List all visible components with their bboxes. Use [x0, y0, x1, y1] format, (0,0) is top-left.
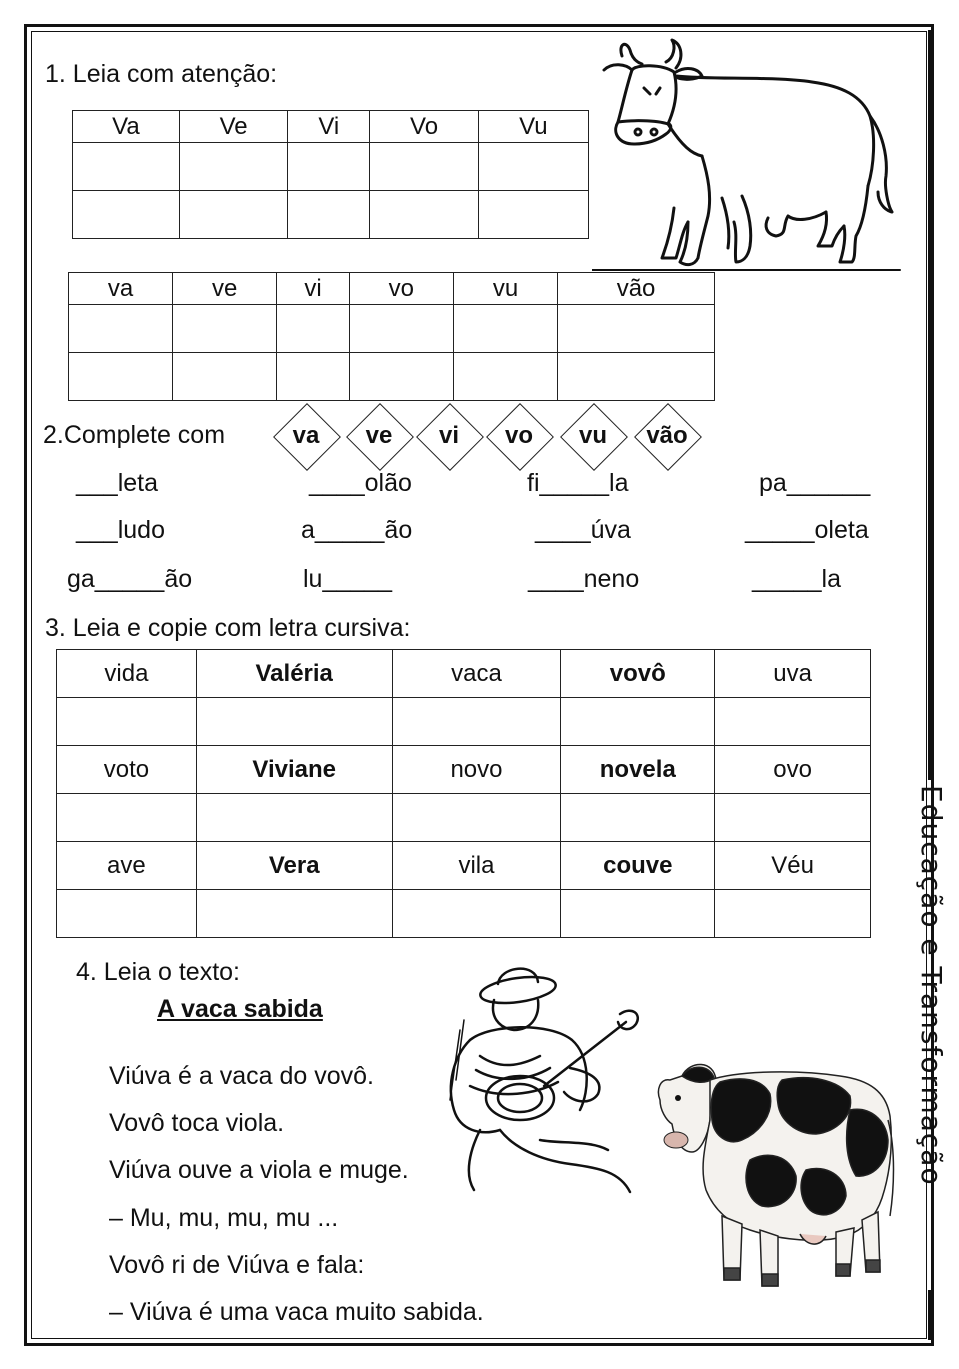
writing-cell[interactable] — [558, 305, 715, 353]
holstein-cow-photo — [650, 1040, 900, 1295]
word-cell: vida — [57, 650, 197, 698]
fill-blank-word[interactable]: fi_____la — [527, 469, 629, 497]
word-cell: Valéria — [196, 650, 392, 698]
writing-cell[interactable] — [57, 794, 197, 842]
writing-cell[interactable] — [196, 794, 392, 842]
writing-cell[interactable] — [715, 794, 871, 842]
writing-cell[interactable] — [453, 353, 557, 401]
writing-cell[interactable] — [73, 191, 180, 239]
story-line: Viúva ouve a viola e muge. — [109, 1156, 409, 1184]
table-cell: vu — [453, 273, 557, 305]
writing-cell[interactable] — [349, 305, 453, 353]
table-cell: vão — [558, 273, 715, 305]
story-line: – Viúva é uma vaca muito sabida. — [109, 1298, 484, 1326]
writing-cell[interactable] — [173, 353, 277, 401]
word-cell: vaca — [392, 650, 561, 698]
fill-blank-word[interactable]: _____la — [752, 565, 841, 593]
fill-blank-word[interactable]: ga_____ão — [67, 565, 193, 593]
writing-cell[interactable] — [392, 794, 561, 842]
word-cell: ave — [57, 842, 197, 890]
fill-blank-word[interactable]: _____oleta — [745, 516, 869, 544]
writing-cell[interactable] — [196, 698, 392, 746]
writing-cell[interactable] — [478, 191, 588, 239]
story-line: Vovô ri de Viúva e fala: — [109, 1251, 365, 1279]
fill-blank-word[interactable]: ____úva — [535, 516, 631, 544]
story-line: Viúva é a vaca do vovô. — [109, 1062, 374, 1090]
banjo-player-drawing — [440, 960, 650, 1200]
word-cell: vila — [392, 842, 561, 890]
word-cell: vovô — [561, 650, 715, 698]
writing-cell[interactable] — [478, 143, 588, 191]
lower-syllable-table — [68, 272, 715, 401]
syllable-diamond: vi — [417, 404, 481, 468]
writing-cell[interactable] — [69, 305, 173, 353]
writing-cell[interactable] — [561, 794, 715, 842]
question-2-title: 2.Complete com — [43, 421, 226, 449]
fill-blank-word[interactable]: pa______ — [759, 469, 871, 497]
writing-cell[interactable] — [73, 143, 180, 191]
writing-cell[interactable] — [370, 143, 479, 191]
story-line: – Mu, mu, mu, mu ... — [109, 1204, 339, 1232]
writing-cell[interactable] — [277, 305, 349, 353]
word-cell: voto — [57, 746, 197, 794]
table-cell: Ve — [179, 111, 288, 143]
writing-cell[interactable] — [288, 191, 370, 239]
question-3-title: 3. Leia e copie com letra cursiva: — [45, 614, 411, 642]
writing-cell[interactable] — [392, 890, 561, 938]
side-watermark-text: Educação e Transformação — [915, 785, 948, 1186]
writing-cell[interactable] — [57, 890, 197, 938]
word-cell: Viviane — [196, 746, 392, 794]
writing-cell[interactable] — [715, 698, 871, 746]
word-cell: Vera — [196, 842, 392, 890]
writing-cell[interactable] — [561, 698, 715, 746]
question-4-title: 4. Leia o texto: — [76, 958, 241, 986]
writing-cell[interactable] — [349, 353, 453, 401]
word-cell: couve — [561, 842, 715, 890]
writing-cell[interactable] — [561, 890, 715, 938]
fill-blank-word[interactable]: ___ludo — [76, 516, 165, 544]
writing-cell[interactable] — [288, 143, 370, 191]
writing-cell[interactable] — [69, 353, 173, 401]
story-title: A vaca sabida — [157, 995, 323, 1023]
syllable-diamond: ve — [347, 404, 411, 468]
table-cell: vi — [277, 273, 349, 305]
writing-cell[interactable] — [558, 353, 715, 401]
writing-cell[interactable] — [196, 890, 392, 938]
word-cell: Véu — [715, 842, 871, 890]
word-cell: novo — [392, 746, 561, 794]
side-border-line — [928, 1290, 931, 1340]
writing-cell[interactable] — [392, 698, 561, 746]
writing-cell[interactable] — [179, 143, 288, 191]
fill-blank-word[interactable]: a_____ão — [301, 516, 413, 544]
side-border-line — [928, 30, 931, 780]
table-cell: Vi — [288, 111, 370, 143]
table-cell: vo — [349, 273, 453, 305]
syllable-diamond: va — [274, 404, 338, 468]
fill-blank-word[interactable]: ____neno — [528, 565, 640, 593]
writing-cell[interactable] — [453, 305, 557, 353]
writing-cell[interactable] — [179, 191, 288, 239]
cow-outline-drawing — [592, 36, 902, 276]
table-cell: Vu — [478, 111, 588, 143]
question-1-title: 1. Leia com atenção: — [45, 60, 278, 88]
table-cell: va — [69, 273, 173, 305]
word-cell: novela — [561, 746, 715, 794]
writing-cell[interactable] — [173, 305, 277, 353]
writing-cell[interactable] — [370, 191, 479, 239]
word-cell: ovo — [715, 746, 871, 794]
writing-cell[interactable] — [277, 353, 349, 401]
syllable-diamond: vo — [487, 404, 551, 468]
word-cell: uva — [715, 650, 871, 698]
table-cell: Vo — [370, 111, 479, 143]
writing-cell[interactable] — [57, 698, 197, 746]
fill-blank-word[interactable]: lu_____ — [303, 565, 392, 593]
fill-blank-word[interactable]: ____olão — [309, 469, 412, 497]
table-cell: Va — [73, 111, 180, 143]
table-cell: ve — [173, 273, 277, 305]
cursive-copy-table — [56, 649, 871, 938]
writing-cell[interactable] — [715, 890, 871, 938]
fill-blank-word[interactable]: ___leta — [76, 469, 159, 497]
syllable-diamond: vão — [635, 404, 699, 468]
syllable-diamond: vu — [561, 404, 625, 468]
upper-syllable-table — [72, 110, 589, 239]
story-line: Vovô toca viola. — [109, 1109, 285, 1137]
